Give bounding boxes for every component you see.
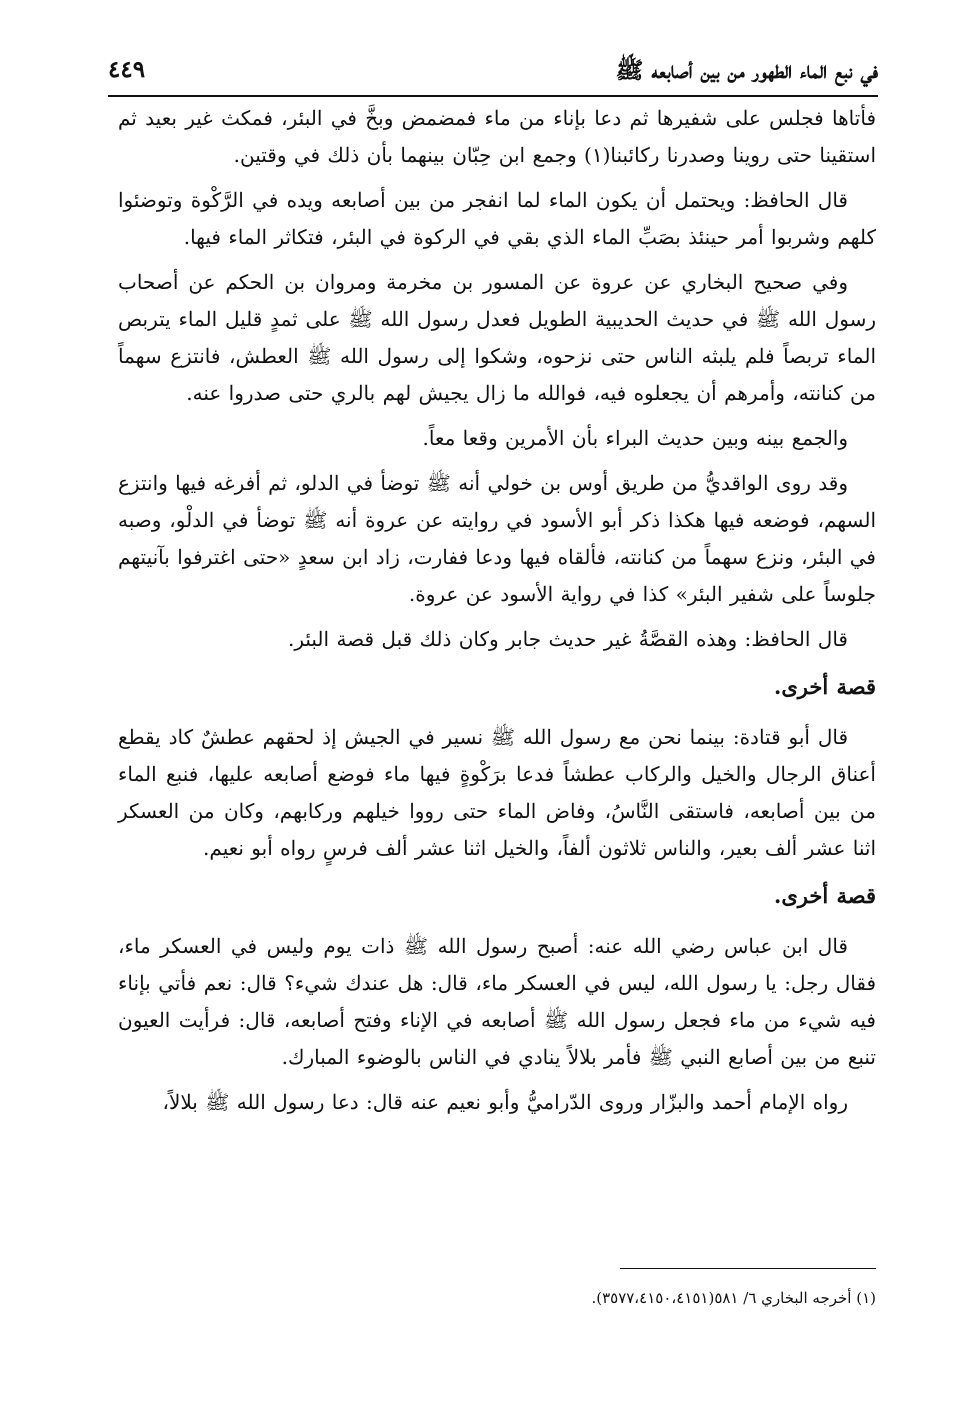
paragraph: فأتاها فجلس على شفيرها ثم دعا بإناء من ماء فمضمض وبخَّ في البئر، فمكث غير بعيد ثم استقينا حتى روينا وصدرنا ركائبنا(١) وجمع ابن حِبّان بينهما بأن ذلك في وقتين. — [118, 106, 876, 167]
paragraph: قال الحافظ: وهذه القصَّةُ غير حديث جابر وكان ذلك قبل قصة البئر. — [287, 627, 848, 651]
section-heading: قصة أخرى. — [774, 674, 876, 699]
paragraph: قال الحافظ: ويحتمل أن يكون الماء لما انفجر من بين أصابعه ويده في الرَّكْوة وتوضئوا كلهم وشربوا أمر حينئذ بصَبِّ الماء الذي بقي في الركوة في البئر، فتكاثر الماء فيها. — [118, 188, 876, 249]
running-header — [108, 52, 878, 96]
paragraph: رواه الإمام أحمد والبزّار وروى الدّراميُّ وأبو نعيم عنه قال: دعا رسول الله ﷺ بلالاً، — [162, 1090, 848, 1114]
footnote: (١) أخرجه البخاري ٦/ ٥٨١(٣٥٧٧،٤١٥٠،٤١٥١). — [591, 1289, 876, 1307]
paragraph: وقد روى الواقديُّ من طريق أوس بن خولي أنه ﷺ توضأ في الدلو، ثم أفرغه فيها وانتزع السهم، فوضعه فيها هكذا ذكر أبو الأسود في روايته عن عروة أنه ﷺ توضأ في الدلْو، وصبه في البئر، ونزع سهماً من كنانته، فألقاه فيها ودعا ففارت، زاد ابن سعدٍ «حتى اغترفوا بآنيتهم جلوساً على شفير البئر» كذا في رواية الأسود عن عروة. — [118, 471, 876, 606]
paragraph: قال ابن عباس رضي الله عنه: أصبح رسول الله ﷺ ذات يوم وليس في العسكر ماء، فقال رجل: يا رسول الله، ليس في العسكر ماء، قال: هل عندك شيء؟ قال: نعم فأتي بإناء فيه شيء من ماء فجعل رسول الله ﷺ أصابعه في الإناء وفتح أصابعه، قال: فرأيت العيون تنبع من بين أصابع النبي ﷺ فأمر بلالاً ينادي في الناس بالوضوء المبارك. — [118, 934, 876, 1069]
chapter-title: في نبع الماء الطهور من بين أصابعه ﷺ — [615, 57, 878, 84]
page-number: ٤٤٩ — [108, 56, 146, 83]
header-divider — [108, 95, 878, 97]
paragraph: والجمع بينه وبين حديث البراء بأن الأمرين وقعا معاً. — [422, 426, 848, 450]
section-heading: قصة أخرى. — [774, 883, 876, 908]
main-text — [118, 100, 876, 1129]
paragraph: قال أبو قتادة: بينما نحن مع رسول الله ﷺ نسير في الجيش إذ لحقهم عطشٌ كاد يقطع أعناق الرجال والخيل والركاب عطشاً فدعا برَكْوةٍ فيها ماء فوضع أصابعه عليها، فنبع الماء من بين أصابعه، فاستقى النَّاسُ، وفاض الماء حتى رووا خيلهم وركابهم، وكان من العسكر اثنا عشر ألف بعير، والناس ثلاثون ألفاً، والخيل اثنا عشر ألف فرسٍ رواه أبو نعيم. — [118, 725, 876, 860]
paragraph: وفي صحيح البخاري عن عروة عن المسور بن مخرمة ومروان بن الحكم عن أصحاب رسول الله ﷺ في حديث الحديبية الطويل فعدل رسول الله ﷺ على ثمدٍ قليل الماء يتربص الماء تربصاً فلم يلبثه الناس حتى نزحوه، وشكوا إلى رسول الله ﷺ العطش، فانتزع سهماً من كنانته، وأمرهم أن يجعلوه فيه، فوالله ما زال يجيش لهم بالري حتى صدروا عنه. — [118, 270, 876, 405]
footnote-divider — [620, 1268, 876, 1269]
